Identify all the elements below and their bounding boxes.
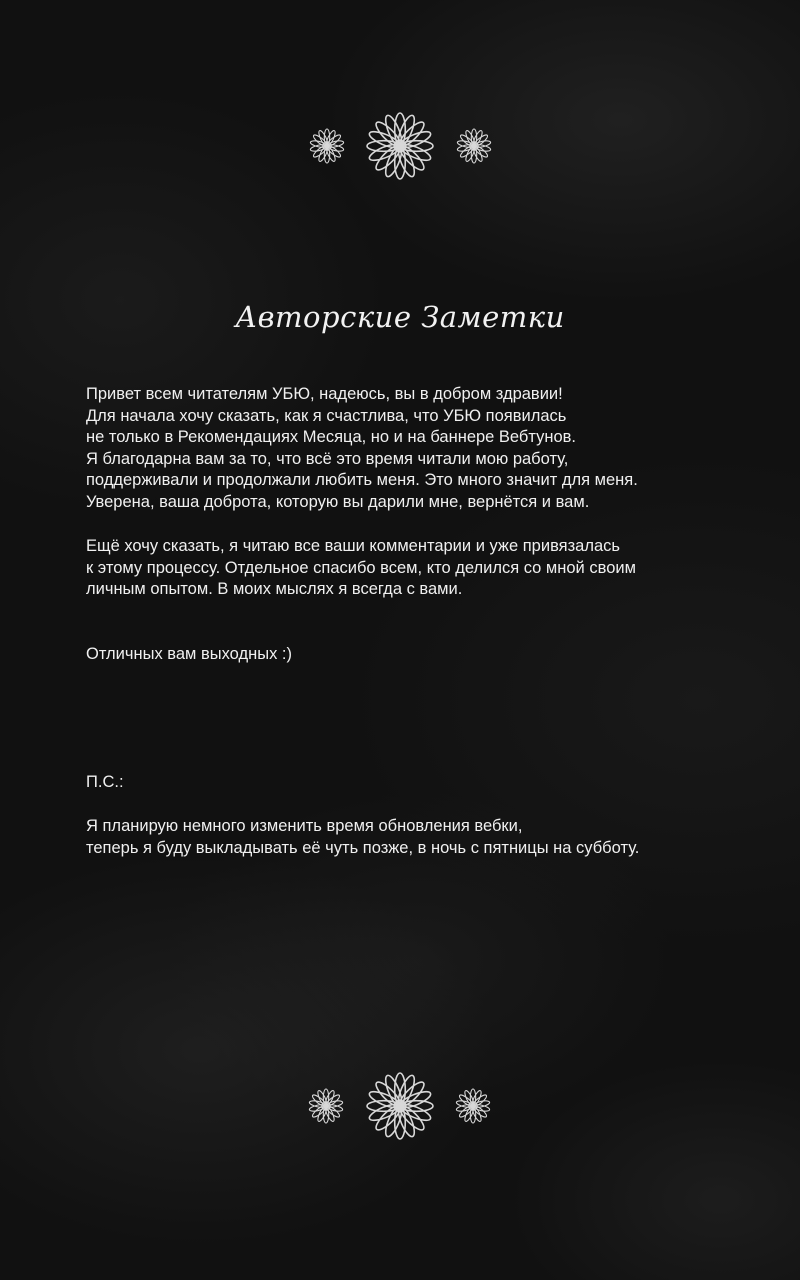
flower-center	[471, 1104, 475, 1108]
flower-center	[396, 1102, 404, 1110]
top-ornament	[0, 122, 800, 202]
text-line: к этому процессу. Отдельное спасибо всем, кто делился со мной своим	[86, 558, 636, 577]
text-line: личным опытом. В моих мыслях я всегда с вами.	[86, 580, 463, 598]
bottom-ornament	[0, 1066, 800, 1146]
flower-center	[472, 144, 476, 148]
flower-ornament-icon	[307, 126, 347, 166]
text-line: Я планирую немного изменить время обновления вебки,	[86, 817, 523, 835]
text-line: не только в Рекомендациях Месяца, но и на баннере Вебтунов.	[86, 428, 577, 446]
text-line: Уверена, ваша доброта, которую вы дарили мне, вернётся и вам.	[86, 492, 590, 511]
page-title: Авторские Заметки	[235, 300, 565, 334]
ps-text	[86, 816, 746, 859]
flower-center	[325, 144, 329, 148]
flower-ornament-icon	[453, 1086, 493, 1126]
flower-center	[396, 142, 404, 150]
flower-center	[324, 1104, 328, 1108]
flower-ornament-icon	[362, 108, 438, 184]
text-line: поддерживали и продолжали любить меня. Это много значит для меня.	[86, 471, 638, 489]
flower-ornament-icon	[362, 1068, 438, 1144]
text-line: Я благодарна вам за то, что всё это время читали мою работу,	[86, 449, 569, 468]
flower-ornament-icon	[454, 126, 494, 166]
paragraph-greeting	[86, 384, 746, 513]
ps-label	[86, 772, 746, 794]
text-line: Для начала хочу сказать, как я счастлива, что УБЮ появилась	[86, 406, 567, 425]
flower-ornament-icon	[306, 1086, 346, 1126]
text-line: Ещё хочу сказать, я читаю все ваши комментарии и уже привязалась	[86, 537, 620, 555]
text-line: Отличных вам выходных :)	[86, 645, 292, 663]
text-line: теперь я буду выкладывать её чуть позже, в ночь с пятницы на субботу.	[86, 838, 640, 857]
paragraph-comments	[86, 536, 746, 601]
closing-line	[86, 644, 746, 666]
text-line: Привет всем читателям УБЮ, надеюсь, вы в добром здравии!	[86, 385, 563, 403]
text-line: П.С.:	[86, 773, 124, 791]
